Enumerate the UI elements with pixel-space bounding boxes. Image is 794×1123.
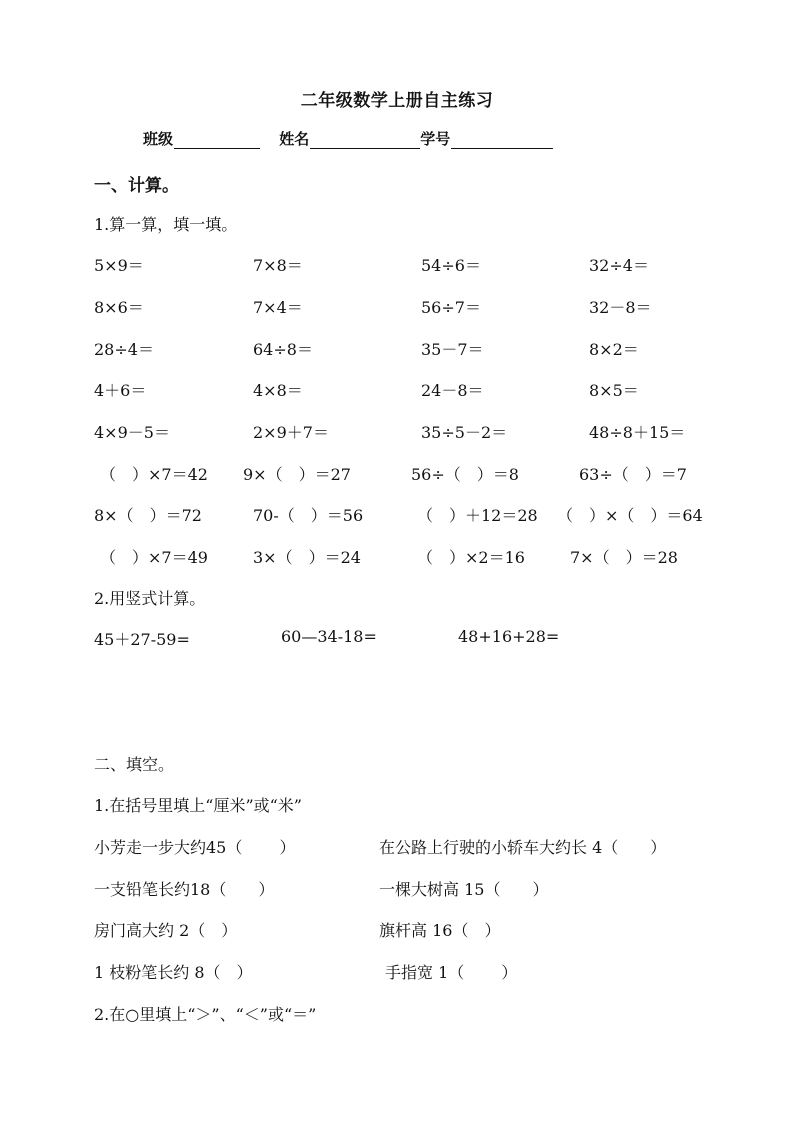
calc-problem: （ ）×（ ）＝64 (557, 506, 703, 525)
name-blank[interactable] (310, 133, 420, 149)
question-1-1-heading: 1.算一算，填一填。 (94, 215, 238, 234)
calc-row (0, 545, 794, 567)
calc-problem: 7×（ ）＝28 (570, 548, 678, 567)
section-1-heading: 一、计算。 (94, 176, 179, 196)
fill-in-item: 一棵大树高 15（ ） (379, 880, 549, 899)
calc-row (0, 503, 794, 525)
page-title: 二年级数学上册自主练习 (300, 91, 494, 111)
id-blank[interactable] (451, 133, 553, 149)
vertical-calc-item: 48+16+28= (458, 627, 560, 646)
fill-in-item: 在公路上行驶的小轿车大约长 4（ ） (379, 838, 667, 857)
calc-problem: 2×9＋7＝ (253, 423, 329, 442)
class-label: 班级 (143, 130, 174, 148)
id-label: 学号 (420, 130, 451, 148)
calc-problem: 56÷（ ）＝8 (411, 465, 519, 484)
question-2-2-heading: 2.在○里填上“＞”、“＜”或“＝” (94, 1005, 317, 1024)
calc-problem: 7×8＝ (253, 256, 303, 275)
calc-problem: 64÷8＝ (253, 340, 313, 359)
calc-problem: 56÷7＝ (421, 298, 481, 317)
fill-in-item: 旗杆高 16（ ） (379, 921, 501, 940)
fill-in-item: 房门高大约 2（ ） (94, 921, 238, 940)
calc-problem: 35÷5－2＝ (421, 423, 508, 442)
calc-problem: 8×（ ）＝72 (94, 506, 202, 525)
vertical-calc-item: 45＋27-59= (94, 630, 190, 649)
calc-problem: （ ）＋12＝28 (417, 506, 538, 525)
calc-problem: （ ）×2＝16 (417, 548, 525, 567)
calc-row (0, 420, 794, 442)
calc-problem: 8×2＝ (589, 340, 639, 359)
calc-problem: 9×（ ）＝27 (243, 465, 351, 484)
question-2-1-heading: 1.在括号里填上“厘米”或“米” (94, 796, 302, 815)
vertical-calc-item: 60—34-18= (281, 627, 377, 646)
calc-problem: 8×5＝ (589, 381, 639, 400)
calc-problem: 3×（ ）＝24 (253, 548, 361, 567)
calc-problem: 32÷4＝ (589, 256, 649, 275)
calc-row (0, 295, 794, 317)
name-label: 姓名 (279, 130, 310, 148)
calc-problem: 54÷6＝ (421, 256, 481, 275)
calc-problem: 4＋6＝ (94, 381, 147, 400)
calc-problem: 8×6＝ (94, 298, 144, 317)
student-info-line (143, 128, 567, 149)
fill-row (0, 835, 794, 857)
calc-problem: 35－7＝ (421, 340, 484, 359)
fill-row (0, 918, 794, 940)
calc-problem: 48÷8＋15＝ (589, 423, 686, 442)
question-1-2-heading: 2.用竖式计算。 (94, 589, 206, 608)
calc-problem: 4×8＝ (253, 381, 303, 400)
fill-row (0, 877, 794, 899)
calc-problem: 63÷（ ）＝7 (579, 465, 687, 484)
calc-problem: 70-（ ）＝56 (253, 506, 364, 525)
calc-row (0, 253, 794, 275)
fill-in-item: 手指宽 1（ ） (385, 963, 518, 982)
calc-problem: 4×9－5＝ (94, 423, 170, 442)
vertical-calc-row (0, 627, 794, 649)
calc-problem: 28÷4＝ (94, 340, 154, 359)
calc-row (0, 337, 794, 359)
section-2-heading: 二、填空。 (94, 755, 175, 774)
calc-row (0, 378, 794, 400)
calc-problem: 32－8＝ (589, 298, 652, 317)
calc-row (0, 462, 794, 484)
calc-problem: 5×9＝ (94, 256, 144, 275)
calc-problem: 7×4＝ (253, 298, 303, 317)
fill-in-item: 1 枝粉笔长约 8（ ） (94, 963, 253, 982)
fill-in-item: 一支铅笔长约18（ ） (94, 880, 275, 899)
calc-problem: 24－8＝ (421, 381, 484, 400)
calc-problem: （ ）×7＝42 (100, 465, 208, 484)
class-blank[interactable] (174, 133, 260, 149)
calc-problem: （ ）×7＝49 (100, 548, 208, 567)
fill-row (0, 960, 794, 982)
fill-in-item: 小芳走一步大约45（ ） (94, 838, 296, 857)
